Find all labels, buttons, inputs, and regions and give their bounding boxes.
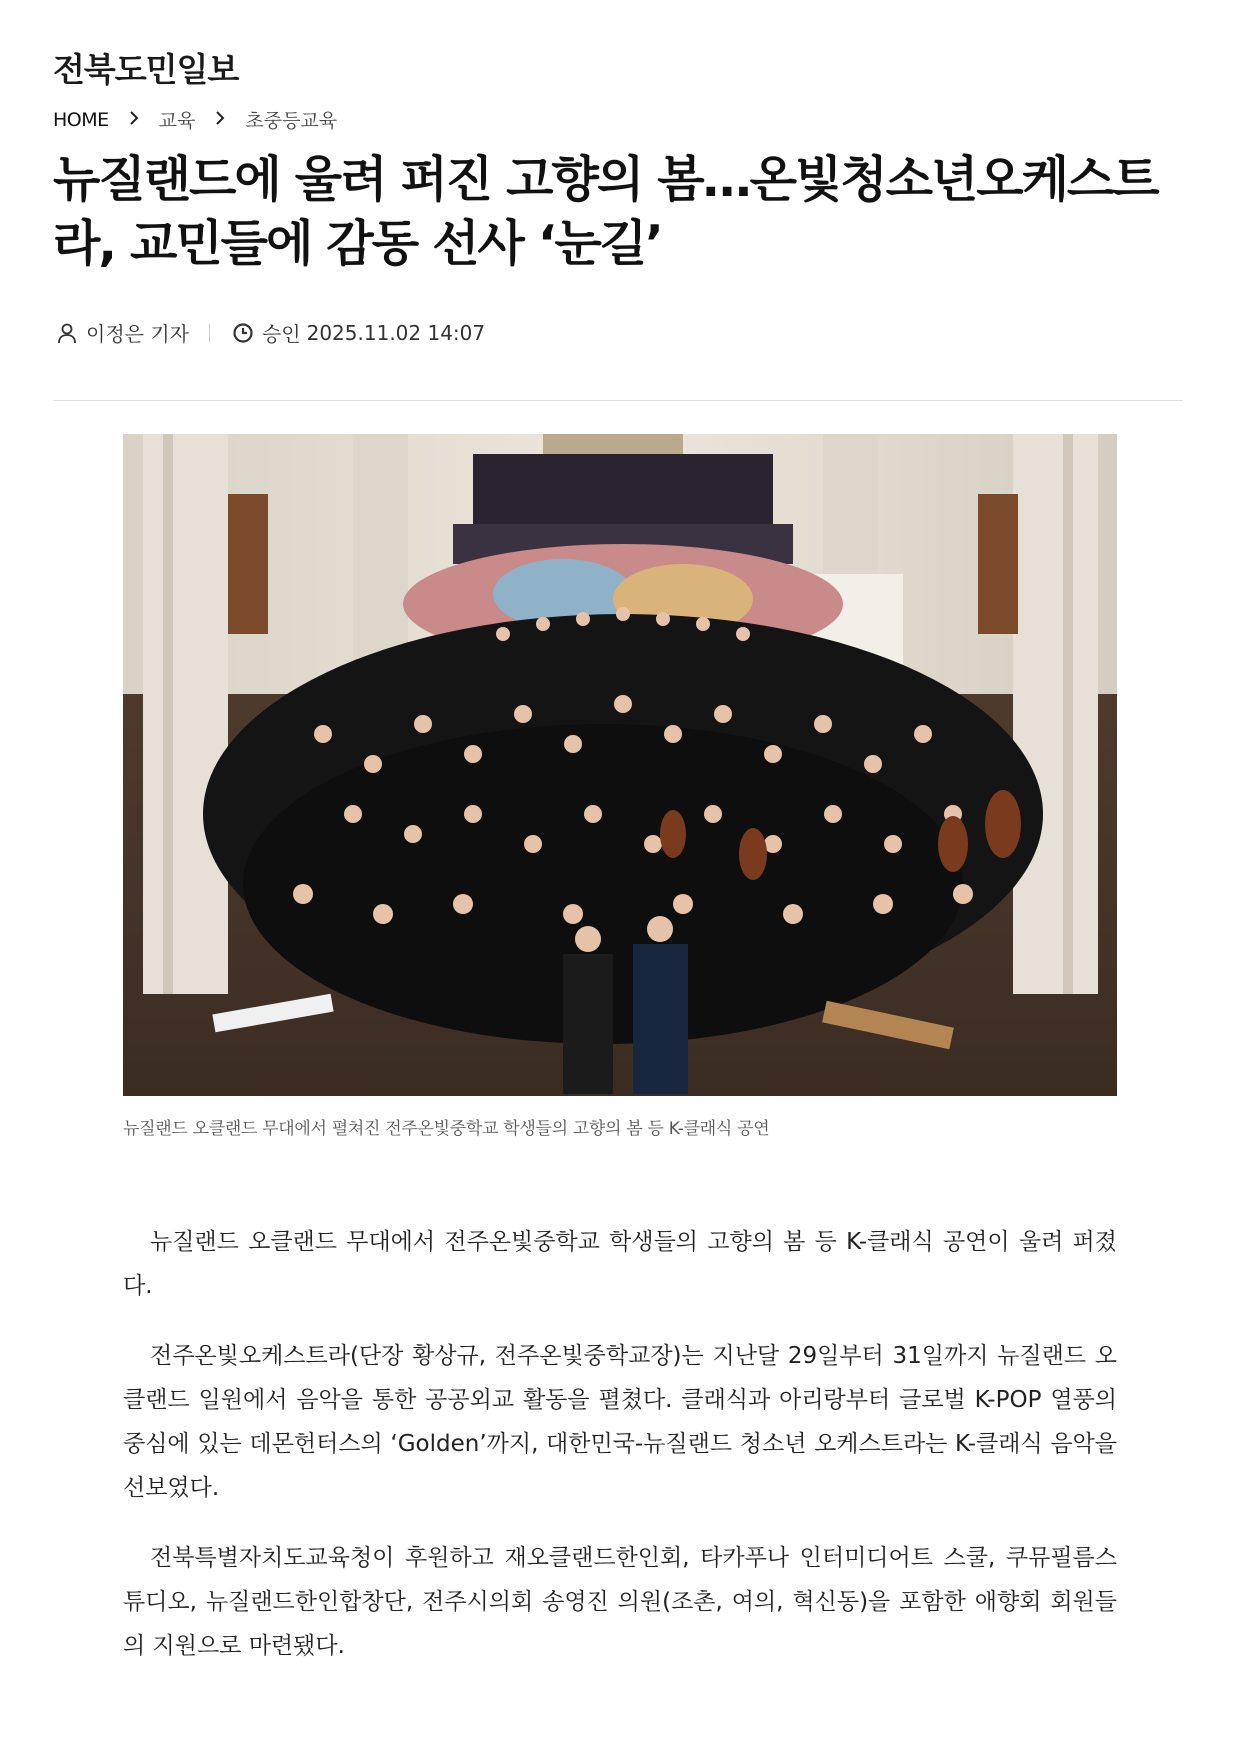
article-photo[interactable] <box>123 434 1117 1096</box>
user-icon <box>56 322 78 344</box>
photo-caption: 뉴질랜드 오클랜드 무대에서 펼쳐진 전주온빛중학교 학생들의 고향의 봄 등 K-클래식 공연 <box>123 1119 770 1139</box>
site-logo[interactable]: 전북도민일보 <box>53 50 239 89</box>
approved-time: 2025.11.02 14:07 <box>306 320 486 345</box>
article-paragraph: 전주온빛오케스트라(단장 황상규, 전주온빛중학교장)는 지난달 29일부터 31일까지 뉴질랜드 오클랜드 일원에서 음악을 통한 공공외교 활동을 펼쳤다. 클래식과 아리랑부터 글로벌 K-POP 열풍의 중심에 있는 데몬헌터스의 ‘Golden’까지, 대한민국-뉴질랜드 청소년 오케스트라는 K-클래식 음악을 선보였다. <box>123 1343 1117 1501</box>
article-byline <box>56 318 485 347</box>
article-paragraph: 전북특별자치도교육청이 후원하고 재오클랜드한인회, 타카푸나 인터미디어트 스쿨, 쿠뮤필름스튜디오, 뉴질랜드한인합창단, 전주시의회 송영진 의원(조촌, 여의, 혁신동)을 포함한 애향회 회원들의 지원으로 마련됐다. <box>123 1545 1117 1659</box>
approved-label: 승인 <box>261 322 301 346</box>
article-body <box>123 1220 1117 1694</box>
article-headline: 뉴질랜드에 울려 퍼진 고향의 봄…온빛청소년오케스트라, 교민들에 감동 선사 ‘눈길’ <box>53 151 1158 272</box>
chevron-right-icon <box>129 110 139 130</box>
clock-icon <box>232 322 254 344</box>
author-name[interactable]: 이정은 기자 <box>86 322 189 346</box>
chevron-right-icon <box>215 110 225 130</box>
article-paragraph: 뉴질랜드 오클랜드 무대에서 전주온빛중학교 학생들의 고향의 봄 등 K-클래식 공연이 울려 퍼졌다. <box>123 1229 1117 1299</box>
orchestra-photo-illustration <box>123 434 1117 1096</box>
breadcrumb-elementary-secondary[interactable]: 초중등교육 <box>245 110 338 132</box>
breadcrumb <box>53 106 337 133</box>
breadcrumb-home[interactable]: HOME <box>53 108 109 131</box>
byline-divider <box>209 324 210 342</box>
breadcrumb-education[interactable]: 교육 <box>158 110 196 132</box>
header-divider <box>53 400 1183 401</box>
